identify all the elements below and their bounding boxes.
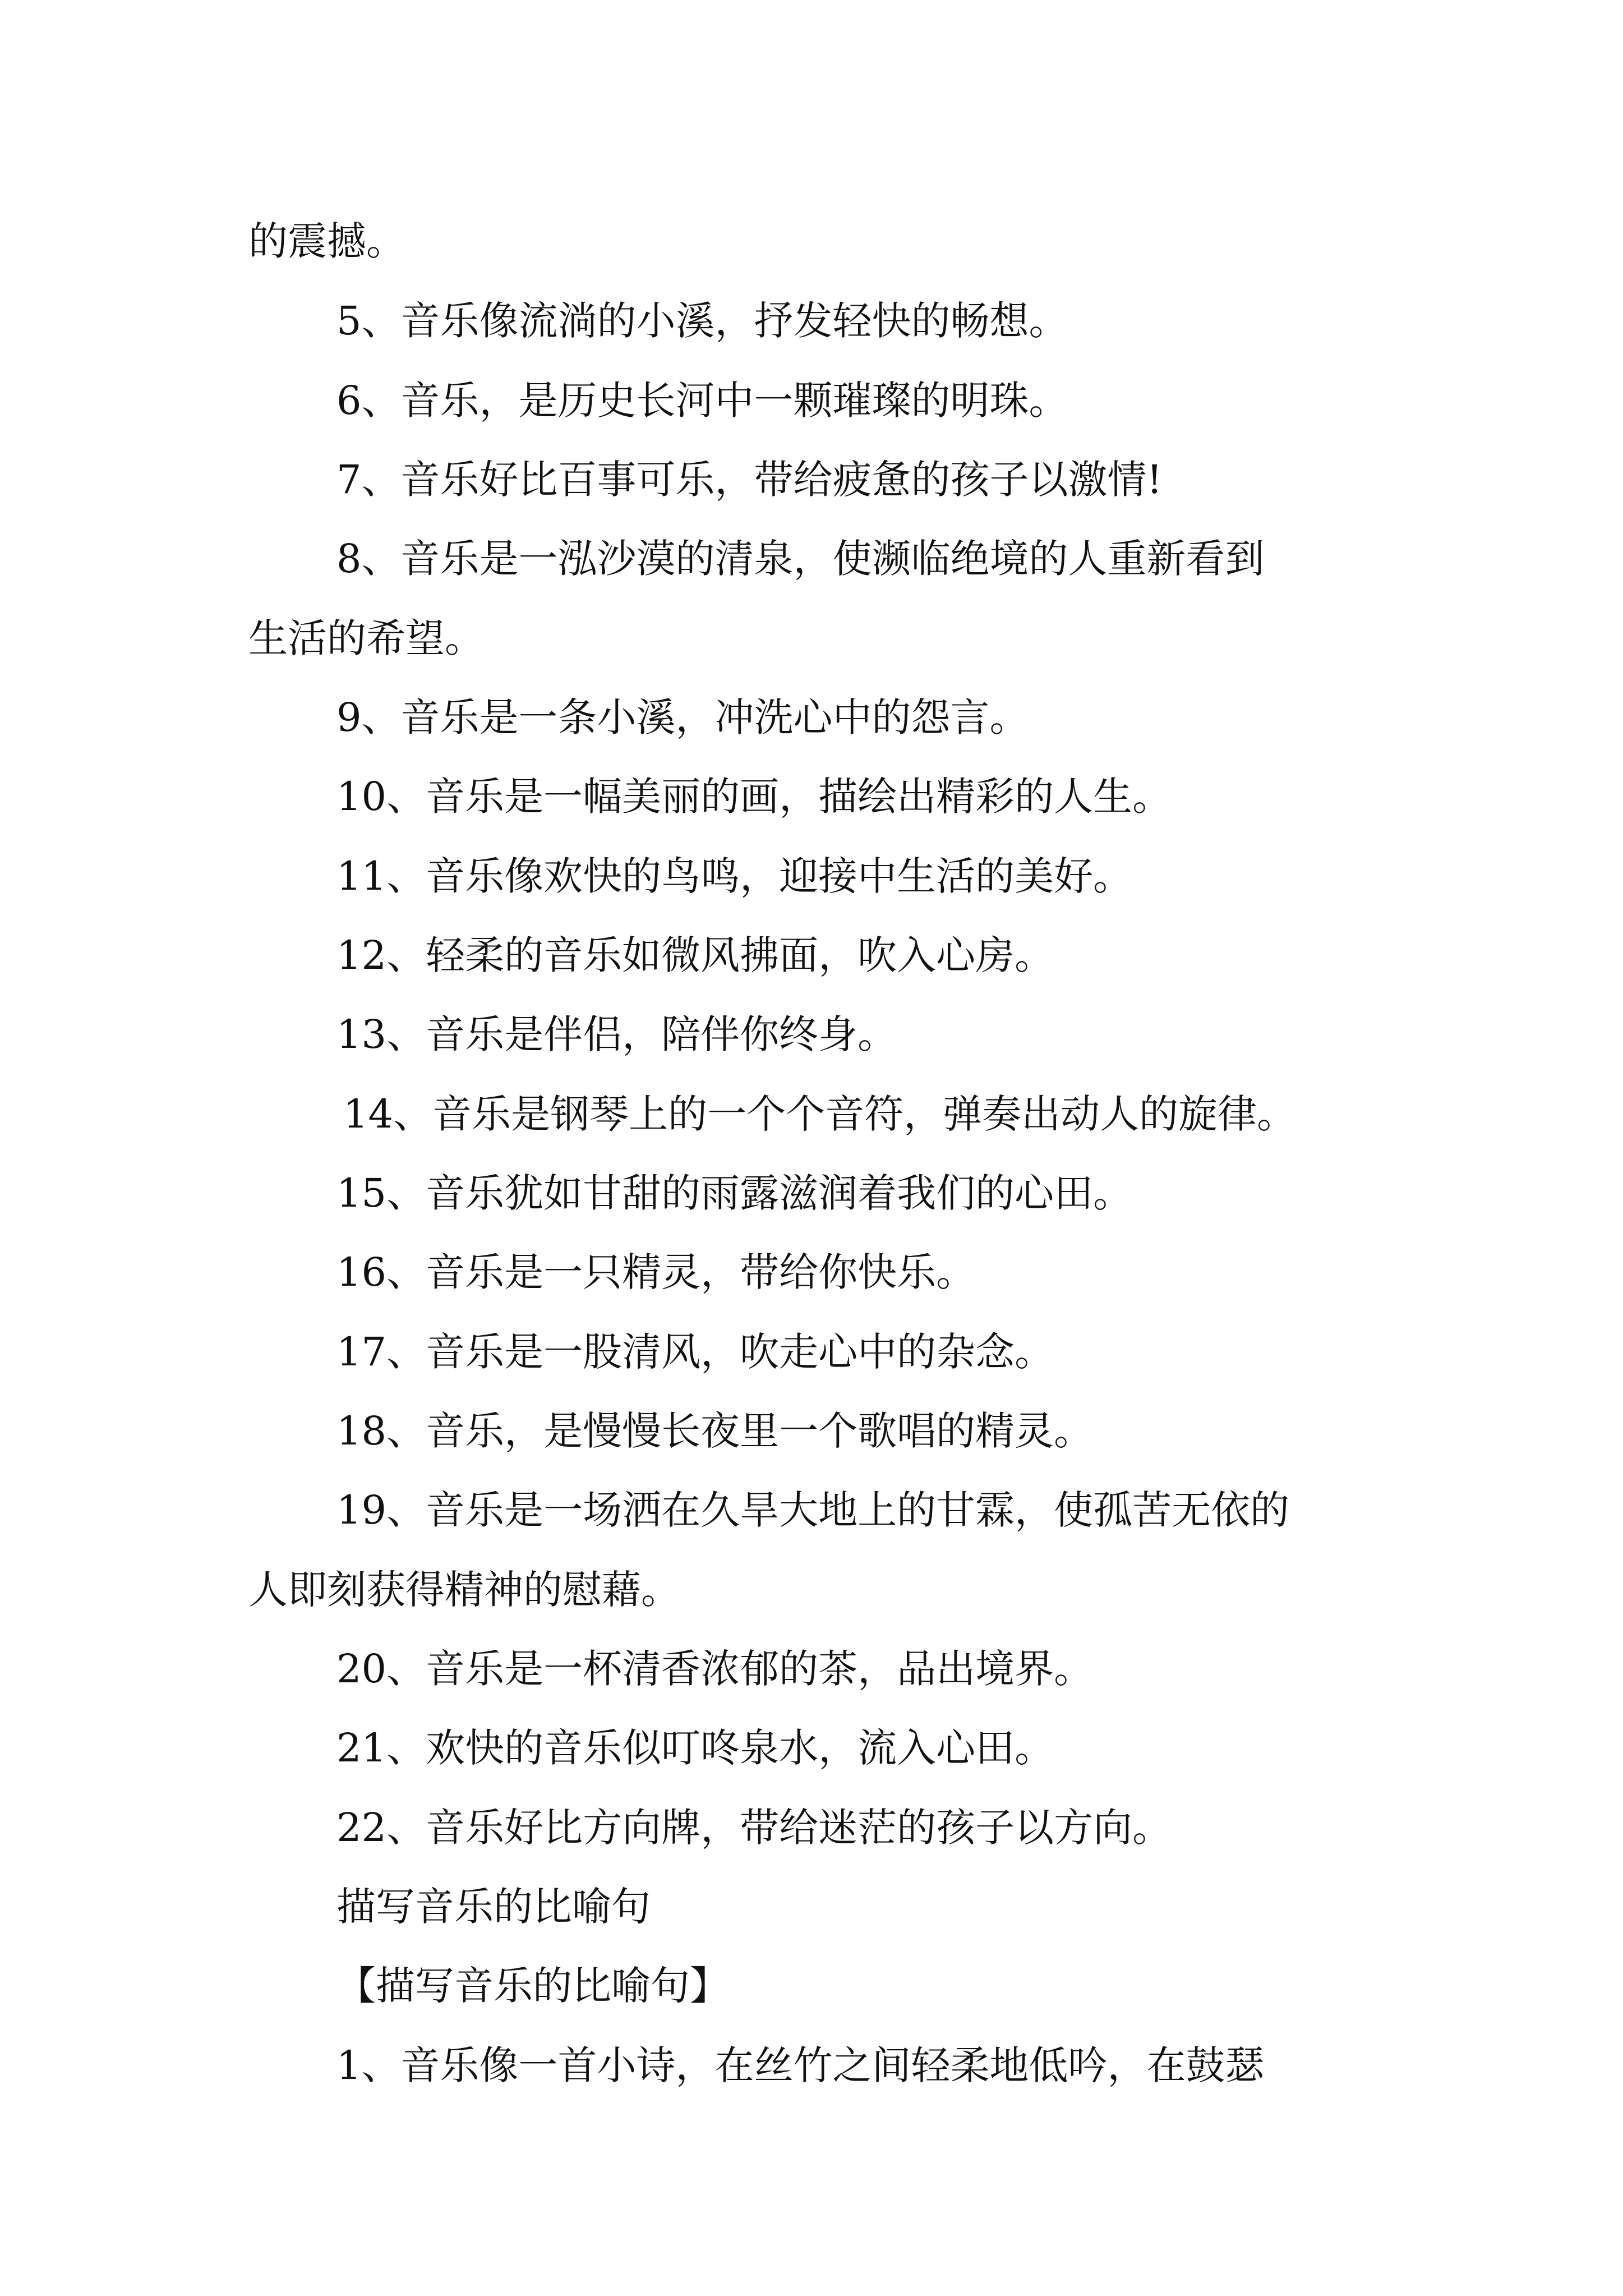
text-line: 生活的希望。 <box>248 615 484 661</box>
text-line: 10、音乐是一幅美丽的画，描绘出精彩的人生。 <box>336 774 1172 820</box>
section-heading: 描写音乐的比喻句 <box>336 1884 651 1930</box>
text-line: 7、音乐好比百事可乐，带给疲惫的孩子以激情! <box>336 457 1163 503</box>
text-line: 11、音乐像欢快的鸟鸣，迎接中生活的美好。 <box>336 853 1133 899</box>
text-line: 19、音乐是一场洒在久旱大地上的甘霖，使孤苦无依的 <box>336 1487 1290 1533</box>
text-line: 1、音乐像一首小诗，在丝竹之间轻柔地低吟，在鼓瑟 <box>336 2042 1265 2088</box>
text-line: 13、音乐是伴侣，陪伴你终身。 <box>336 1011 897 1057</box>
text-line: 15、音乐犹如甘甜的雨露滋润着我们的心田。 <box>336 1170 1133 1216</box>
text-line: 人即刻获得精神的慰藉。 <box>248 1567 680 1613</box>
text-line: 的震撼。 <box>248 218 405 264</box>
text-line: 12、轻柔的音乐如微风拂面，吹入心房。 <box>336 932 1054 978</box>
text-line: 8、音乐是一泓沙漠的清泉，使濒临绝境的人重新看到 <box>336 536 1265 582</box>
text-line: 17、音乐是一股清风，吹走心中的杂念。 <box>336 1329 1054 1375</box>
text-line: 6、音乐，是历史长河中一颗璀璨的明珠。 <box>336 378 1068 424</box>
text-line: 5、音乐像流淌的小溪，抒发轻快的畅想。 <box>336 298 1068 344</box>
text-line: 21、欢快的音乐似叮咚泉水，流入心田。 <box>336 1725 1054 1771</box>
text-line: 20、音乐是一杯清香浓郁的茶，品出境界。 <box>336 1646 1094 1692</box>
text-line: 14、音乐是钢琴上的一个个音符，弹奏出动人的旋律。 <box>343 1091 1297 1137</box>
section-title-bracketed: 【描写音乐的比喻句】 <box>336 1963 729 2009</box>
text-line: 9、音乐是一条小溪，冲洗心中的怨言。 <box>336 694 1029 740</box>
text-line: 22、音乐好比方向牌，带给迷茫的孩子以方向。 <box>336 1805 1172 1851</box>
text-line: 18、音乐，是慢慢长夜里一个歌唱的精灵。 <box>336 1408 1094 1454</box>
text-line: 16、音乐是一只精灵，带给你快乐。 <box>336 1249 976 1295</box>
